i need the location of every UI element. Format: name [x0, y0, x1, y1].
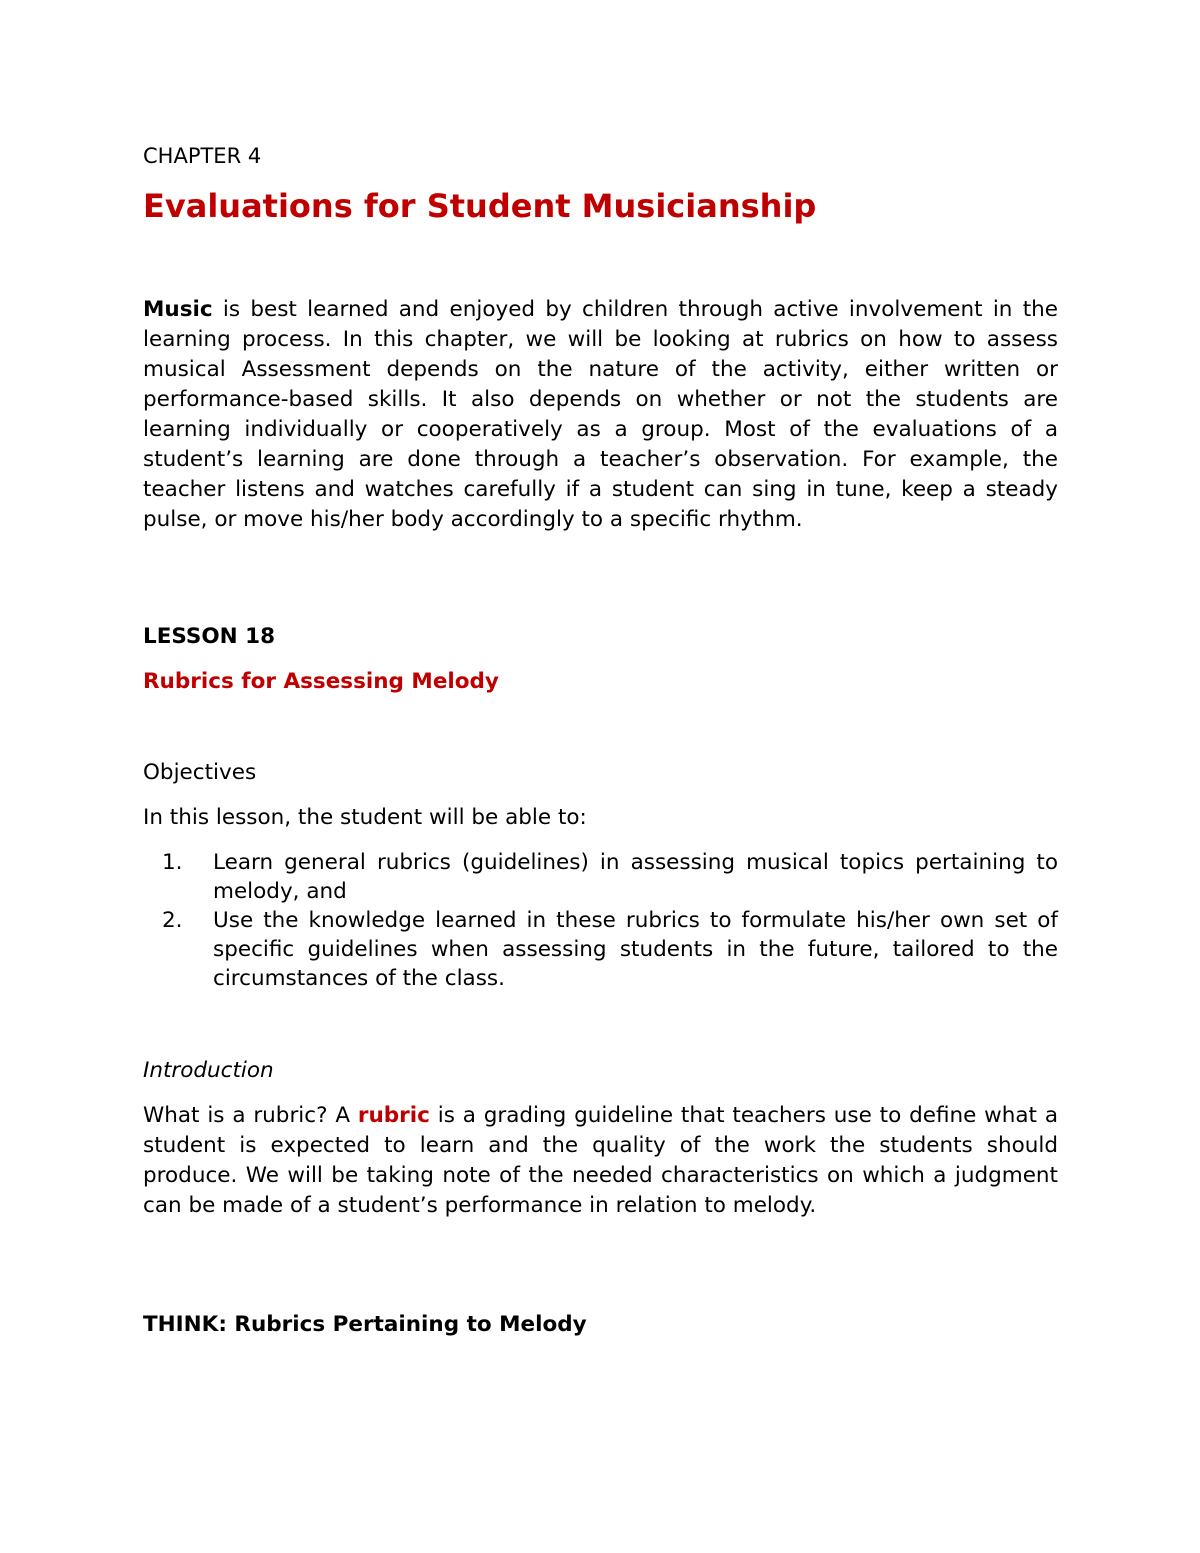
lesson-title: Rubrics for Assessing Melody [143, 669, 499, 694]
rubric-keyword: rubric [357, 1103, 430, 1128]
intro-body: is best learned and enjoyed by children through active involvement in the learning process. In this chapter, we will be looking at rubrics on how to assess musical Assessment depends on the nature of the activity, either written or performance-based skills. It also depends on whether or not the students are learning individually or cooperatively as a group. Most of the evaluations of a student’s learning are done through a teacher’s observation. For example, the teacher listens and watches carefully if a student can sing in tune, keep a steady pulse, or move his/her body accordingly to a specific rhythm. [143, 297, 1058, 532]
objectives-heading: Objectives [143, 760, 257, 785]
lesson-label: LESSON 18 [143, 624, 276, 649]
intro-lead-word: Music [143, 297, 213, 322]
introduction-paragraph [143, 1101, 1058, 1221]
list-item [143, 848, 1058, 906]
list-item-number: 1. [162, 850, 183, 875]
chapter-label: CHAPTER 4 [143, 144, 262, 168]
list-item [143, 906, 1058, 993]
think-heading: THINK: Rubrics Pertaining to Melody [143, 1312, 587, 1337]
list-item-text: Learn general rubrics (guidelines) in assessing musical topics pertaining to melody, and [213, 850, 1058, 904]
list-item-number: 2. [162, 908, 183, 933]
objectives-list [143, 848, 1058, 993]
list-item-text: Use the knowledge learned in these rubrics to formulate his/her own set of specific guidelines when assessing students in the future, tailored to the circumstances of the class. [213, 908, 1058, 991]
intro-paragraph [143, 295, 1058, 535]
introduction-before: What is a rubric? A [143, 1103, 358, 1128]
introduction-after: is a grading guideline that teachers use to define what a student is expected to learn and the quality of the work the students should produce. We will be taking note of the needed characteristics on which a judgment can be made of a student’s performance in relation to melody. [143, 1103, 1058, 1218]
introduction-heading: Introduction [143, 1058, 274, 1083]
chapter-title: Evaluations for Student Musicianship [143, 187, 817, 225]
objectives-lead: In this lesson, the student will be able to: [143, 805, 587, 830]
